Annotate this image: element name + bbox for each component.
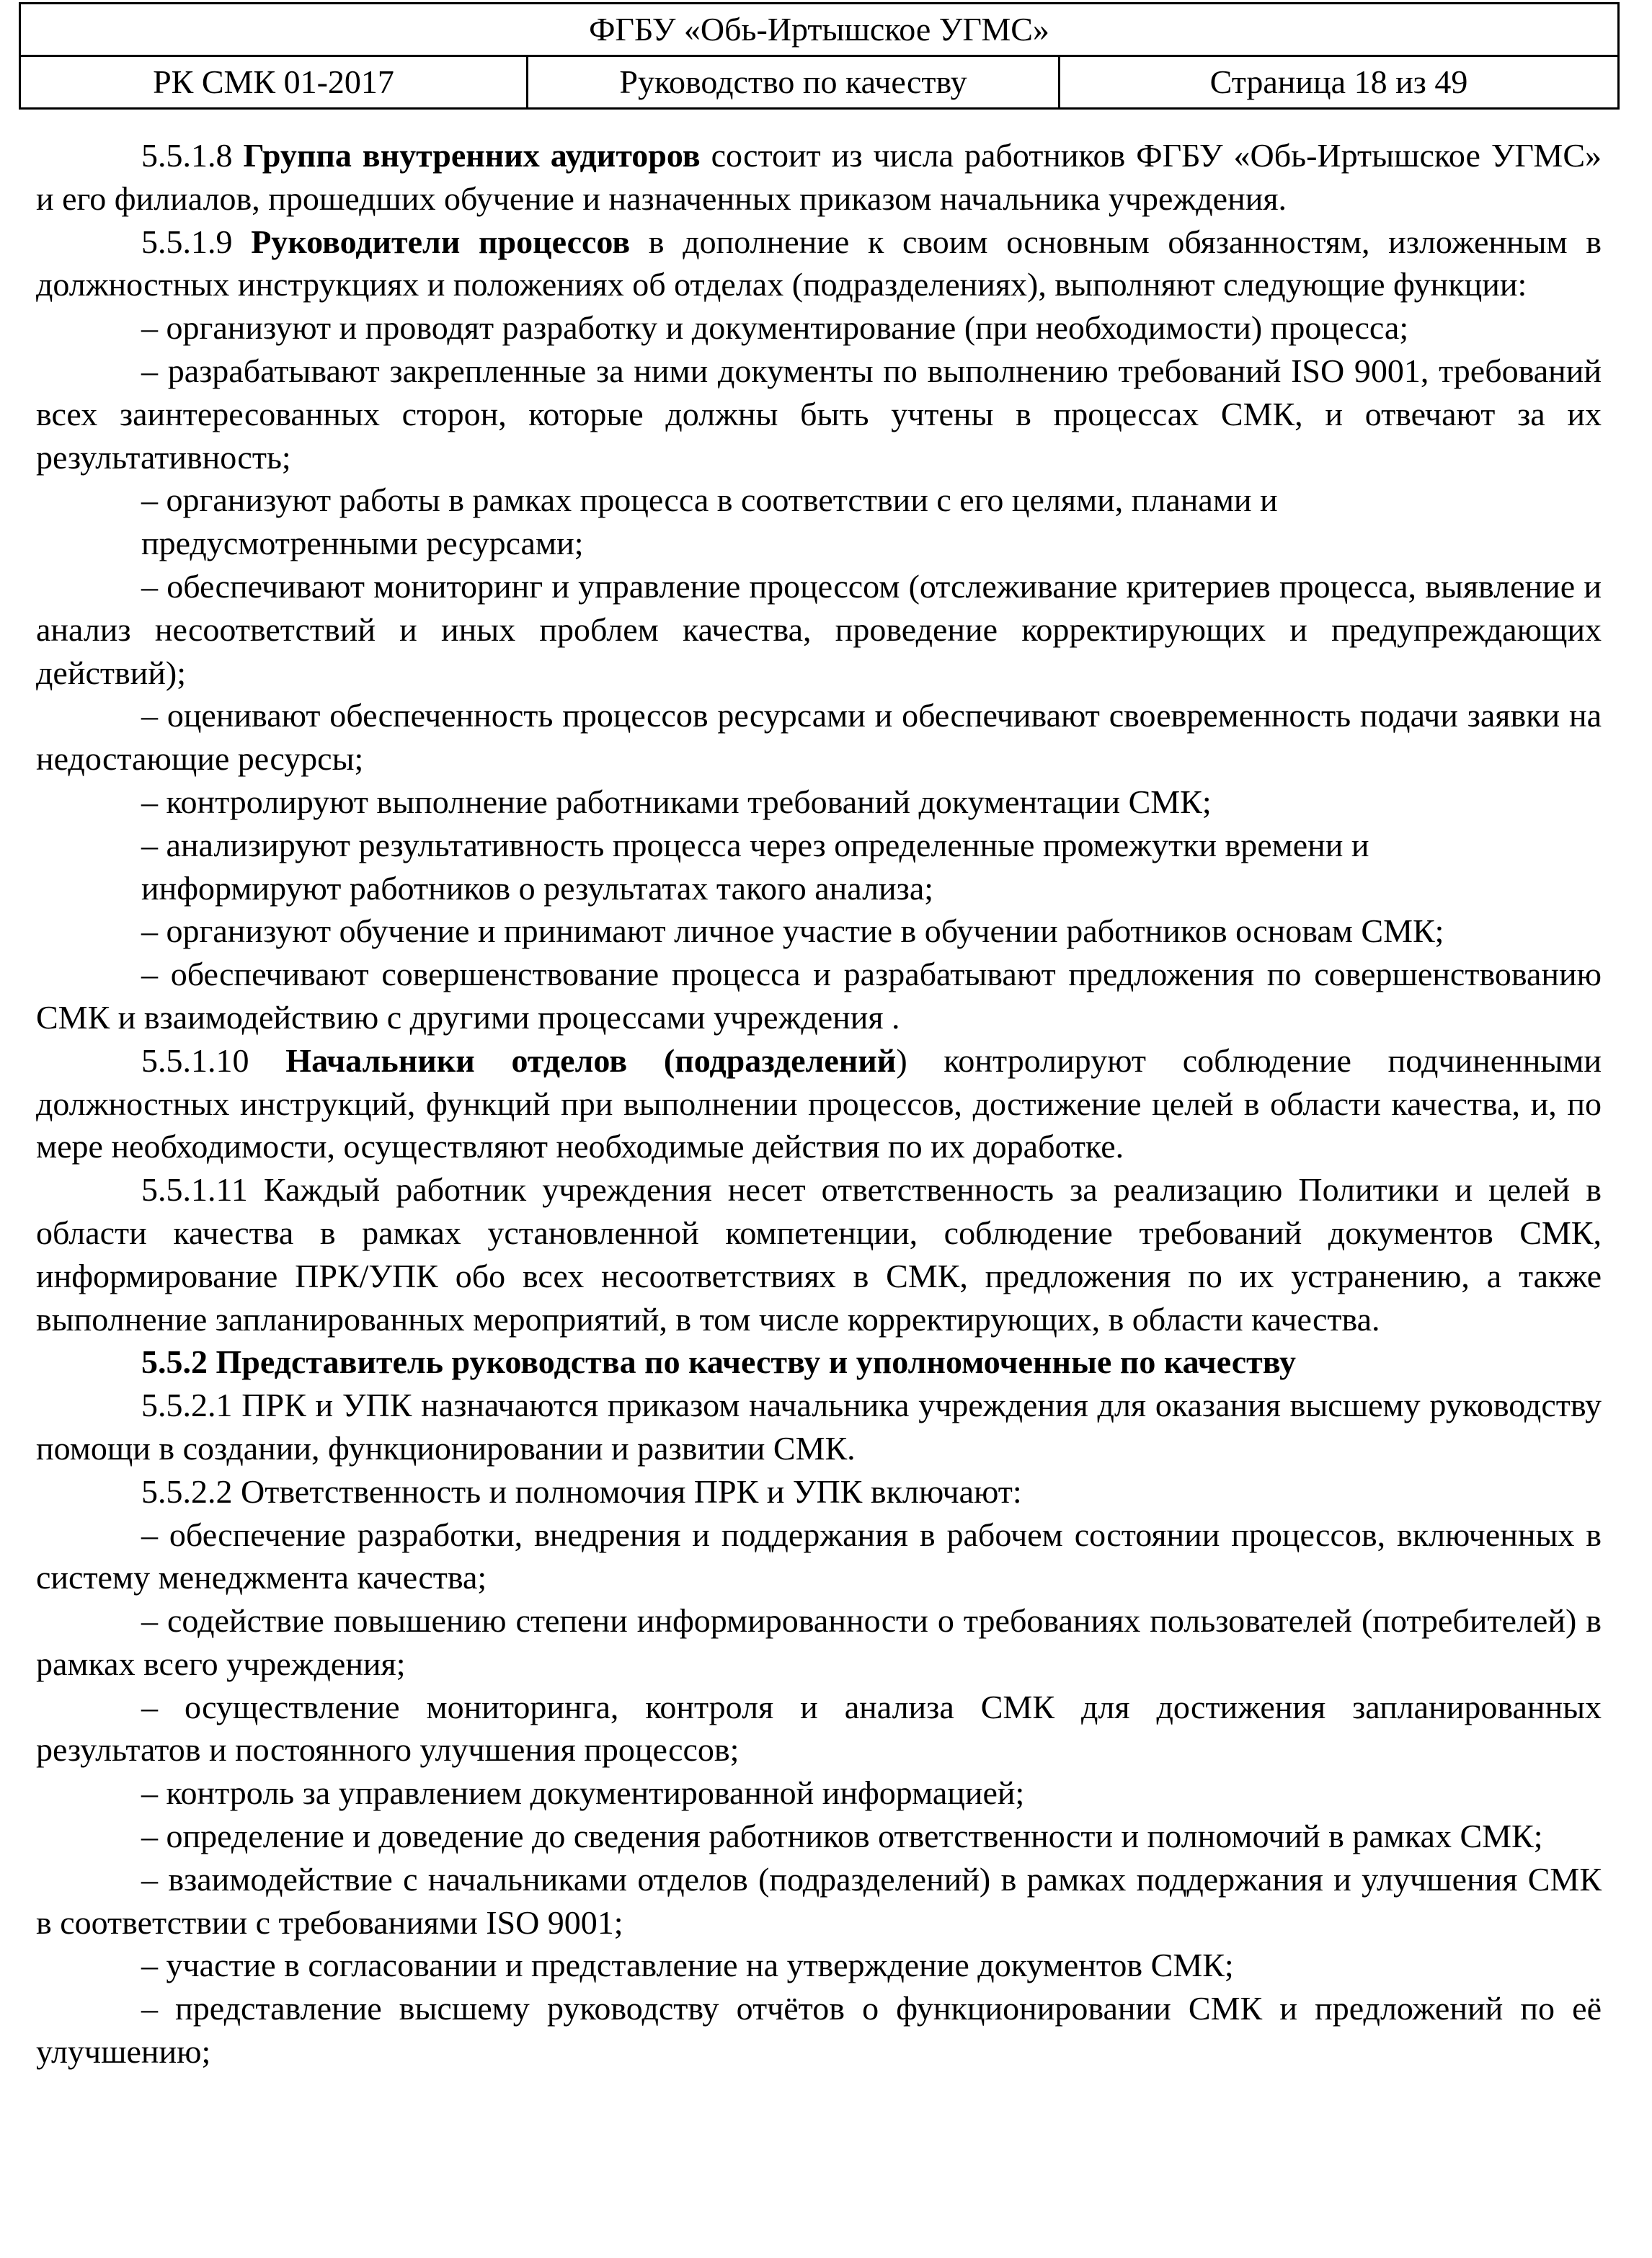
- list-item: – организуют работы в рамках процесса в соответствии с его целями, планами и: [141, 481, 1278, 519]
- section-heading-5-5-2: 5.5.2 Представитель руководства по качеству и уполномоченные по качеству: [141, 1343, 1296, 1381]
- list-item: – оценивают обеспеченность процессов ресурсами и обеспечивают своевременность подачи заявки на недостающие ресурсы;: [36, 697, 1602, 778]
- header-org: ФГБУ «Обь-Иртышское УГМС»: [20, 4, 1619, 56]
- header-row-meta: [20, 56, 1619, 109]
- list-item-continuation: информируют работников о результатах такого анализа;: [141, 869, 934, 907]
- list-item: – контроль за управлением документированной информацией;: [141, 1774, 1025, 1812]
- paragraph-bold-term: Руководители процессов: [251, 223, 631, 260]
- list-item-continuation: предусмотренными ресурсами;: [141, 525, 584, 562]
- list-item: – определение и доведение до сведения работников ответственности и полномочий в рамках СМК;: [141, 1818, 1543, 1855]
- paragraph-bold-term: Группа внутренних аудиторов: [243, 137, 701, 174]
- list-item: – обеспечивают мониторинг и управление процессом (отслеживание критериев процесса, выявление и анализ несоответствий и иных проблем качества, проведение корректирующих и предупреждающих действий);: [36, 567, 1602, 691]
- list-item: – представление высшему руководству отчётов о функционировании СМК и предложений по её улучшению;: [36, 1990, 1602, 2071]
- list-item: – контролируют выполнение работниками требований документации СМК;: [141, 783, 1212, 820]
- paragraph-text: ) контролируют соблюдение подчиненными должностных инструкций, функций при выполнении процессов, достижение целей в области качества, и, по мере необходимости, осуществляют необходимые действия по их доработке.: [36, 1041, 1602, 1165]
- list-item: – обеспечение разработки, внедрения и поддержания в рабочем состоянии процессов, включенных в систему менеджмента качества;: [36, 1516, 1602, 1596]
- list-item: – осуществление мониторинга, контроля и анализа СМК для достижения запланированных результатов и постоянного улучшения процессов;: [36, 1688, 1602, 1769]
- list-item: – разрабатывают закрепленные за ними документы по выполнению требований ISO 9001, требований всех заинтересованных сторон, которые должны быть учтены в процессах СМК, и отвечают за их результативность;: [36, 352, 1602, 476]
- paragraph-number: 5.5.1.8: [141, 137, 244, 174]
- paragraph-text: состоит из числа работников ФГБУ «Обь-Иртышское УГМС» и его филиалов, прошедших обучение и назначенных приказом начальника учреждения.: [36, 137, 1602, 217]
- document-body: [36, 134, 1602, 2073]
- paragraph-text: в дополнение к своим основным обязанностям, изложенным в должностных инструкциях и положениях об отделах (подразделениях), выполняют следующие функции:: [36, 223, 1602, 303]
- list-item: – участие в согласовании и представление на утверждение документов СМК;: [141, 1947, 1234, 1984]
- document-header: [19, 2, 1620, 110]
- header-page-number: Страница 18 из 49: [1060, 56, 1619, 109]
- list-item: – организуют обучение и принимают личное участие в обучении работников основам СМК;: [141, 912, 1444, 950]
- header-doc-code: РК СМК 01-2017: [20, 56, 528, 109]
- paragraph-number: 5.5.1.9: [141, 223, 252, 260]
- paragraph-bold-term: Начальники отделов (подразделений: [285, 1041, 897, 1079]
- list-item: – содействие повышению степени информированности о требованиях пользователей (потребителей) в рамках всего учреждения;: [36, 1602, 1602, 1682]
- paragraph-5-5-1-11: 5.5.1.11 Каждый работник учреждения несет ответственность за реализацию Политики и целей в области качества в рамках установленной компетенции, соблюдение требований документов СМК, информирование ПРК/УПК обо всех несоответствиях в СМК, предложения по их устранению, а также выполнение запланированных мероприятий, в том числе корректирующих, в области качества.: [36, 1171, 1602, 1338]
- header-row-org: [20, 4, 1619, 56]
- paragraph-5-5-1-9: [36, 221, 1602, 307]
- paragraph-number: 5.5.1.10: [141, 1041, 286, 1079]
- paragraph-5-5-2-1: 5.5.2.1 ПРК и УПК назначаются приказом начальника учреждения для оказания высшему руководству помощи в создании, функционировании и развитии СМК.: [36, 1387, 1602, 1467]
- list-item: – обеспечивают совершенствование процесса и разрабатывают предложения по совершенствованию СМК и взаимодействию с другими процессами учреждения .: [36, 956, 1602, 1036]
- list-item: – организуют и проводят разработку и документирование (при необходимости) процесса;: [141, 309, 1409, 347]
- paragraph-5-5-2-2: 5.5.2.2 Ответственность и полномочия ПРК и УПК включают:: [141, 1472, 1022, 1510]
- paragraph-5-5-1-8: [36, 134, 1602, 221]
- header-doc-title: Руководство по качеству: [528, 56, 1060, 109]
- paragraph-5-5-1-10: [36, 1039, 1602, 1168]
- list-item: – анализируют результативность процесса через определенные промежутки времени и: [141, 826, 1369, 863]
- list-item: – взаимодействие с начальниками отделов (подразделений) в рамках поддержания и улучшения СМК в соответствии с требованиями ISO 9001;: [36, 1860, 1602, 1941]
